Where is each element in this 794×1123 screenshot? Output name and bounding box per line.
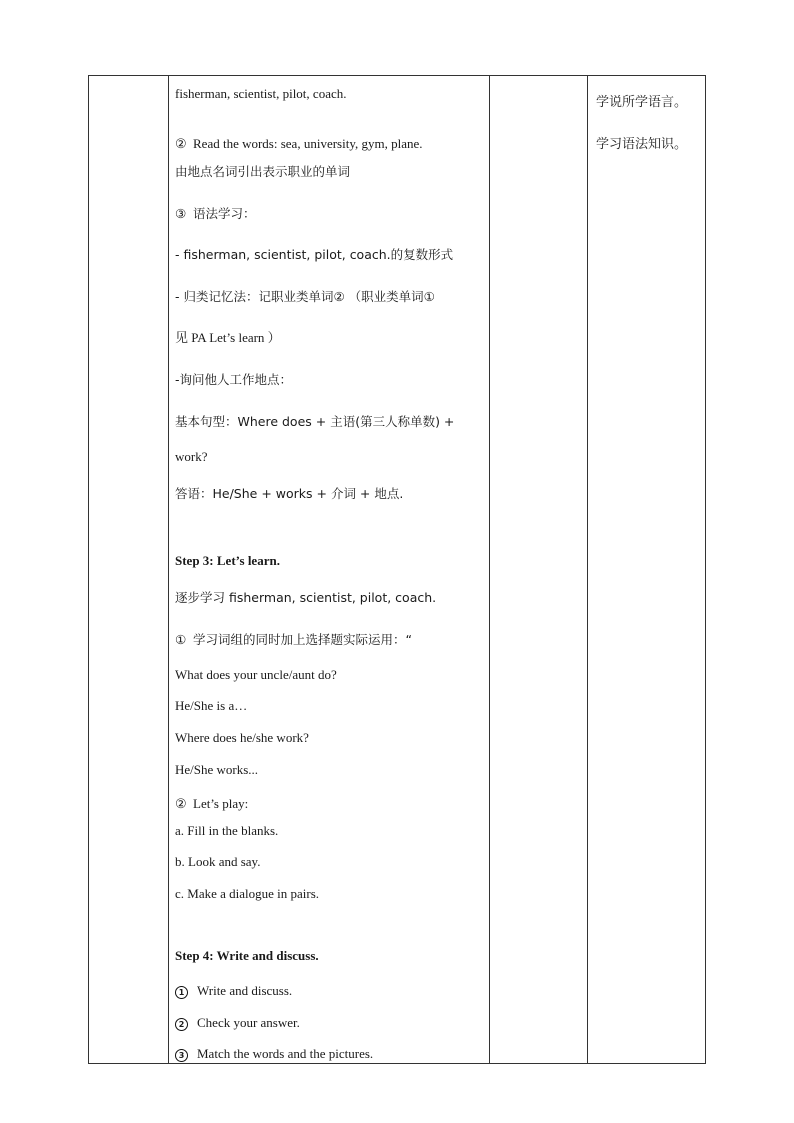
content-text: What does your uncle/aunt do? [175, 667, 337, 682]
content-line [175, 136, 423, 152]
content-line [175, 730, 309, 746]
content-line [175, 632, 412, 648]
content-text: b. Look and say. [175, 854, 261, 869]
content-text: He/She is a… [175, 698, 248, 713]
content-text: a. Fill in the blanks. [175, 823, 279, 838]
step-marker: ② [175, 796, 187, 811]
content-text: -询问他人工作地点： [175, 372, 293, 387]
design-note: 学习语法知识。 [596, 137, 688, 152]
content-line [175, 762, 258, 778]
content-text: Step 3: Let’s learn. [175, 553, 280, 568]
column-divider [489, 76, 490, 1063]
content-line [175, 590, 436, 606]
content-line [175, 289, 435, 305]
column-divider [168, 76, 169, 1063]
content-text: 学习词组的同时加上选择题实际运用：“ [193, 632, 412, 647]
content-line [175, 948, 319, 964]
content-line [175, 886, 319, 902]
content-line [175, 164, 350, 180]
content-text: fisherman, scientist, pilot, coach. [175, 86, 347, 101]
content-text: 答语：He/She + works + 介词 + 地点. [175, 486, 404, 501]
content-line [175, 414, 454, 430]
step-marker: 3 [175, 1049, 188, 1062]
content-text: 基本句型：Where does + 主语(第三人称单数) + [175, 414, 455, 429]
content-text: 由地点名词引出表示职业的单词 [175, 164, 351, 179]
column-divider [587, 76, 588, 1063]
content-text: Match the words and the pictures. [197, 1046, 374, 1061]
content-line [175, 796, 248, 812]
content-text: Read the words: sea, university, gym, plane. [193, 136, 423, 151]
content-text: 语法学习： [193, 206, 256, 221]
content-text: Let’s play: [193, 796, 249, 811]
content-line [175, 247, 453, 263]
content-text: Check your answer. [197, 1015, 300, 1030]
content-text: 逐步学习 fisherman, scientist, pilot, coach. [175, 590, 437, 605]
content-line [175, 449, 208, 465]
content-line [175, 698, 247, 714]
content-text: Where does he/she work? [175, 730, 309, 745]
content-line [175, 553, 280, 569]
step-marker: ① [175, 632, 187, 647]
content-text: 见 PA Let’s learn ） [175, 330, 281, 345]
step-marker: 2 [175, 1018, 188, 1031]
content-text: - 归类记忆法：记职业类单词② （职业类单词① [175, 289, 435, 304]
content-line [175, 1015, 300, 1031]
step-marker: 1 [175, 986, 188, 999]
content-text: - fisherman, scientist, pilot, coach.的复数形式 [175, 247, 454, 262]
content-line [175, 330, 281, 346]
content-text: Write and discuss. [197, 983, 293, 998]
content-text: work? [175, 449, 208, 464]
content-line [175, 206, 256, 222]
content-line [175, 372, 292, 388]
content-text: Step 4: Write and discuss. [175, 948, 319, 963]
content-line [175, 667, 337, 683]
content-line [175, 983, 292, 999]
step-marker: ② [175, 136, 187, 151]
content-line [175, 1046, 373, 1062]
step-marker: ③ [175, 206, 187, 221]
lesson-plan-table [88, 75, 706, 1064]
content-line [175, 486, 403, 502]
content-line [175, 86, 346, 102]
design-note: 学说所学语言。 [596, 95, 688, 110]
content-text: He/She works... [175, 762, 259, 777]
content-line [175, 854, 260, 870]
content-line [175, 823, 278, 839]
content-text: c. Make a dialogue in pairs. [175, 886, 320, 901]
